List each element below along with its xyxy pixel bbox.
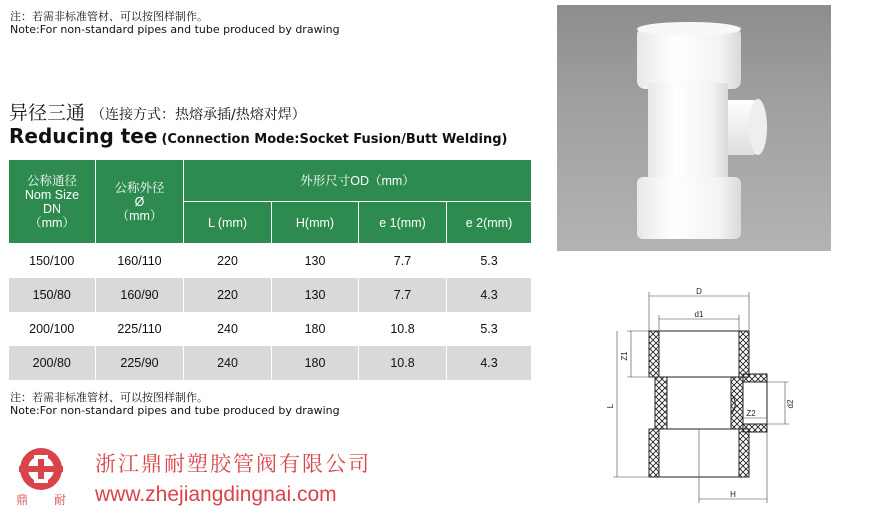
header-od-line: 公称外径: [114, 180, 165, 195]
note-cn: 注：若需非标准管材、可以按图样制作。: [10, 10, 208, 23]
label-z2: Z2: [746, 409, 756, 418]
cell-e2: 5.3: [447, 244, 532, 279]
title-en-sub: (Connection Mode:Socket Fusion/Butt Welding): [161, 132, 508, 147]
company-url[interactable]: www.zhejiangdingnai.com: [95, 483, 337, 506]
technical-drawing: [605, 286, 805, 511]
header-dn-line: Nom Size: [24, 187, 80, 202]
header-od-line: （mm）: [116, 208, 163, 223]
cell-od: 225/90: [96, 346, 184, 380]
label-l: L: [606, 403, 615, 409]
header-od: [96, 160, 184, 244]
label-h: H: [730, 490, 736, 499]
cell-dn: 200/80: [9, 346, 96, 380]
header-dn-line: DN: [42, 201, 62, 216]
cell-od: 225/110: [96, 312, 184, 346]
cell-e2: 5.3: [447, 312, 532, 346]
top-note: [10, 10, 340, 36]
title-cn-main: 异径三通: [9, 102, 86, 124]
title-cn-sub: （连接方式：热熔承插/热熔对焊）: [91, 107, 306, 123]
note-en: Note:For non-standard pipes and tube produced by drawing: [10, 23, 340, 36]
label-d2: d2: [786, 399, 795, 409]
note-en: Note:For non-standard pipes and tube produced by drawing: [10, 404, 340, 417]
table-row: [9, 346, 532, 380]
spec-table: [8, 159, 532, 380]
cell-h: 130: [272, 278, 359, 312]
header-h: H(mm): [272, 202, 359, 244]
header-l: L (mm): [184, 202, 272, 244]
header-e1: e 1(mm): [359, 202, 447, 244]
cell-h: 180: [272, 312, 359, 346]
cell-l: 220: [184, 278, 272, 312]
company-name: 浙江鼎耐塑胶管阀有限公司: [95, 452, 371, 476]
cell-e1: 10.8: [359, 346, 447, 380]
cell-dn: 150/100: [9, 244, 96, 279]
table-row: [9, 278, 532, 312]
label-z1: Z1: [620, 351, 629, 361]
logo-char-ding: 鼎: [16, 493, 29, 507]
cell-dn: 150/80: [9, 278, 96, 312]
header-dn-line: 公称通径: [26, 173, 77, 188]
cell-od: 160/90: [96, 278, 184, 312]
cell-dn: 200/100: [9, 312, 96, 346]
header-od-line: Ø: [134, 194, 145, 209]
cell-h: 130: [272, 244, 359, 279]
header-group-od: 外形尺寸OD（mm）: [184, 160, 532, 202]
product-title-en: [9, 124, 507, 148]
cell-l: 240: [184, 346, 272, 380]
product-photo: [557, 5, 831, 251]
bottom-note: [10, 391, 340, 417]
table-row: [9, 312, 532, 346]
reducing-tee-photo: [557, 5, 831, 251]
cell-e2: 4.3: [447, 346, 532, 380]
cell-h: 180: [272, 346, 359, 380]
table-row: [9, 244, 532, 279]
header-dn-line: （mm）: [29, 215, 75, 230]
header-e2: e 2(mm): [447, 202, 532, 244]
cell-e1: 7.7: [359, 278, 447, 312]
logo-char-nai: 耐: [54, 493, 67, 507]
cell-l: 220: [184, 244, 272, 279]
product-title-cn: [9, 98, 306, 125]
label-d1: d1: [694, 310, 704, 319]
cell-od: 160/110: [96, 244, 184, 279]
title-en-main: Reducing tee: [9, 124, 158, 148]
cell-l: 240: [184, 312, 272, 346]
label-d: D: [696, 287, 702, 296]
note-cn: 注：若需非标准管材、可以按图样制作。: [10, 391, 208, 404]
cell-e1: 7.7: [359, 244, 447, 279]
header-dn: [9, 160, 96, 244]
cell-e1: 10.8: [359, 312, 447, 346]
cell-e2: 4.3: [447, 278, 532, 312]
